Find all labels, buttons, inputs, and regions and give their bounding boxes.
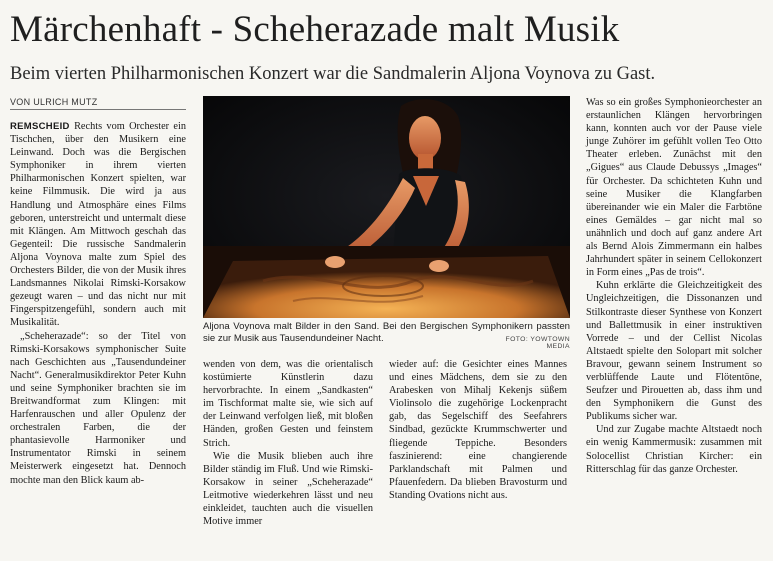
article-column-3	[389, 358, 567, 502]
sand-artist-photo	[203, 96, 570, 318]
article-photo	[203, 96, 570, 318]
byline: VON ULRICH MUTZ	[10, 97, 186, 110]
paragraph	[10, 120, 186, 330]
paragraph: Und zur Zugabe machte Altstaedt noch ein wenig Kammermusik: zusammen mit Solocellist Christian Kircher: ein Ritterschlag für das ganze Orchester.	[586, 424, 762, 475]
photo-caption: Aljona Voynova malt Bilder in den Sand. Bei den Bergischen Symphonikern passten sie zur Musik aus Tausendundeiner Nacht.	[203, 321, 570, 345]
paragraph: Was so ein großes Symphonieorchester an erstaunlichen Klängen hervorbringen kann, konnten auch vor der Pause viele junge Zuhörer im gefühlt vollen Teo Otto Theater erleben. Zunächst mit den „Gigues“ aus Claude Debussys „Images“ für Orchester. Da schichteten Kuhn und seine Musiker die Klangfarben übereinander wie ein Maler die Farbtöne eines Gemäldes – gar nicht mal so unähnlich und doch auf ganz andere Art als Bernd Alois Zimmermann ein halbes Jahrhundert später in seinem Cellokonzert in Form eines „Pas de trois“.	[586, 97, 762, 279]
subheadline: Beim vierten Philharmonischen Konzert war die Sandmalerin Aljona Voynova zu Gast.	[10, 64, 656, 84]
paragraph: Wie die Musik blieben auch ihre Bilder ständig im Fluß. Und wie Rimski-Korsakow in seiner „Scheherazade“ Leitmotive wiederkehren lässt und neu einkleidet, tauchten auch die visuellen Motive immer	[203, 450, 373, 528]
dateline: REMSCHEID	[10, 121, 70, 132]
paragraph: wieder auf: die Gesichter eines Mannes und eines Mädchens, dem sie zu den Arabesken von Mihalj Kekenjs süßem Violinsolo die zugehörige Lockenpracht gab, das Segelschiff des Seefahrers Sindbad, gezückte Krummschwerter und fliegende Teppiche. Besonders faszinierend: eine changierende Parklandschaft mit Palmen und Pfauenfedern. Da blieben Bravosturm und Standing Ovations nicht aus.	[389, 359, 567, 501]
paragraph: „Scheherazade“: so der Titel von Rimski-Korsakows symphonischer Suite nach Geschichten aus „Tausendundeiner Nacht“. Generalmusikdirektor Peter Kuhn und seine Symphoniker brachten sie im Breitwandformat zum Klingen: mit Harfenrauschen und aller Opulenz der orchestralen Farben, die der phantasievolle Harmoniker und Instrumentator Rimski in seinem Meisterwerk eingesetzt hat. Dennoch mochte man den Blick kaum ab-	[10, 330, 186, 486]
paragraph-text: Rechts vom Orchester ein Tischchen, über den Musikern eine Leinwand. Doch was die Bergischen Symphoniker in ihrem vierten Philharmonischen Konzert spielten, war keine Filmmusik. Die wird ja aus Handlung und Atmosphäre eines Films geboren, unterstreicht und untermalt diese mit Klängen. Am Mittwoch geschah das Gegenteil: Die russische Sandmalerin Aljona Voynova malte zum Spiel des Orchesters Bilder, die von der Musik ihres Landsmannes Nikolai Rimski-Korsakow gezeugt waren – und das nicht nur mit Fingerspitzengefühl, sondern auch mit Musikalität.	[10, 121, 187, 329]
article-column-4	[586, 96, 762, 476]
article-column-2	[203, 358, 373, 528]
article-column-1	[10, 120, 186, 487]
headline: Märchenhaft - Scheherazade malt Musik	[10, 9, 620, 50]
paragraph: Kuhn erklärte die Gleichzeitigkeit des Ungleichzeitigen, die Dissonanzen und Stilkontraste dieser Synthese von Konzert und Ballettmusik in einer instruktiven Vorrede – und der Cellist Nicolas Altstaedt spielte den Solopart mit solcher Bravour, gewann seinem Instrument so verblüffende Laute und Flötentöne, Seufzer und Pirouetten ab, dass ihm und den Symphonikern die Gunst des Publikums sicher war.	[586, 280, 762, 423]
photo-credit: FOTO: YOWTOWN MEDIA	[505, 336, 570, 350]
paragraph: wenden von dem, was die orientalisch kostümierte Künstlerin dazu hervorbrachte. In einem „Sandkasten“ im Tischformat malte sie, wie sich auf der Leinwand verfolgen ließ, mit bloßen Händen, großen Gesten und feinstem Strich.	[203, 359, 373, 449]
